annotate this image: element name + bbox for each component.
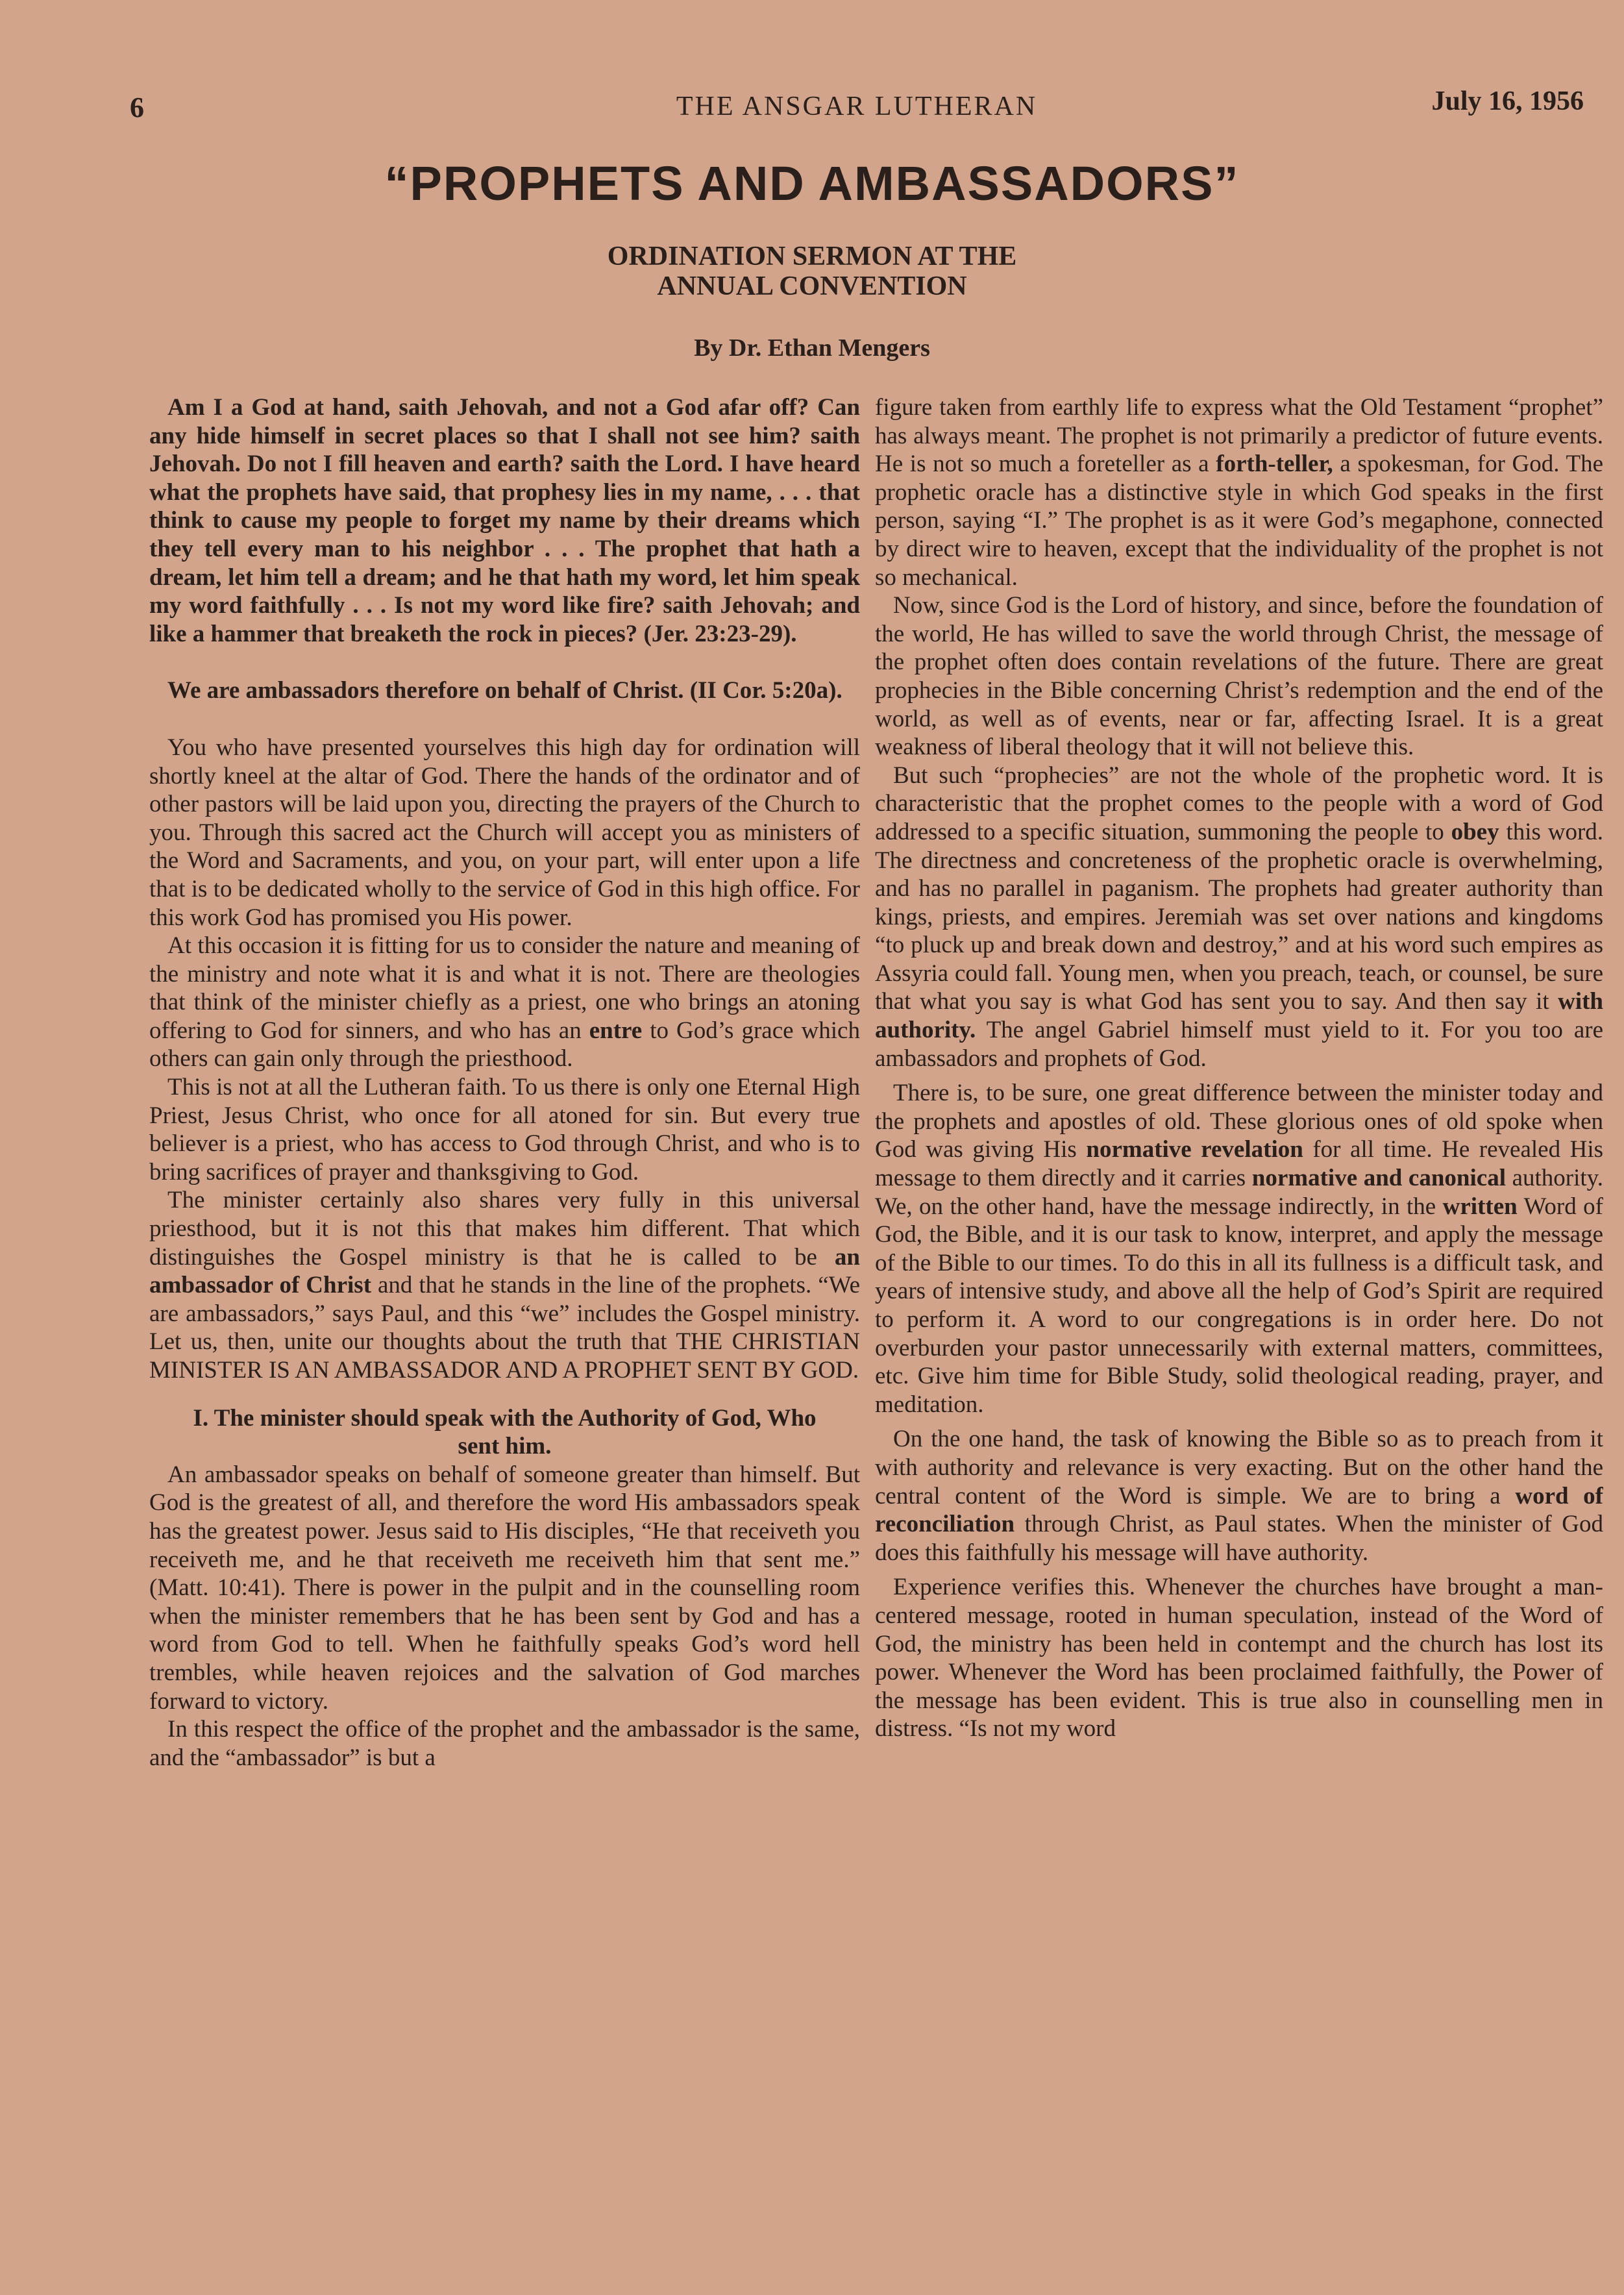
- bold-term: an ambassador of Christ: [149, 1243, 860, 1299]
- bold-term: word of reconciliation: [875, 1482, 1603, 1538]
- scripture-epigraph-corinthians: We are ambassadors therefore on behalf of Christ. (II Cor. 5:20a).: [167, 677, 843, 704]
- byline: By Dr. Ethan Mengers: [694, 334, 930, 362]
- page-number: 6: [130, 92, 144, 123]
- paragraph: figure taken from earthly life to express what the Old Testament “prophet” has always meant. The prophet is not primarily a predictor of future events. He is not so much a foreteller as a forth-teller, a spokesman, for God. The prophetic oracle has a distinctive style in which God speaks in the first person, saying “I.” The prophet is as it were God’s megaphone, connected by direct wire to heaven, except that the individuality of the prophet is not so mechanical.: [875, 394, 1603, 591]
- bold-term: written: [1442, 1193, 1518, 1220]
- section-heading: I. The minister should speak with the Authority of God, Who sent him.: [193, 1404, 817, 1460]
- left-column: [149, 393, 860, 2172]
- scripture-epigraph-jeremiah: Am I a God at hand, saith Jehovah, and not a God afar off? Can any hide himself in secret places so that I shall not see him? saith Jehovah. Do not I fill heaven and earth? saith the Lord. I have heard what the prophets have said, that prophesy lies in my name, . . . that think to cause my people to forget my name by their dreams which they tell every man to his neighbor . . . The prophet that hath a dream, let him tell a dream; and he that hath my word, let him speak my word faithfully . . . Is not my word like fire? saith Jehovah; and like a hammer that breaketh the rock in pieces? (Jer. 23:23-29).: [149, 394, 860, 647]
- journal-name: THE ANSGAR LUTHERAN: [676, 92, 1038, 121]
- bold-term: normative revelation: [1086, 1136, 1303, 1163]
- paragraph: But such “prophecies” are not the whole of the prophetic word. It is characteristic that the prophet comes to the people with a word of God addressed to a specific situation, summoning the people to obey this word. The directness and concreteness of the prophetic oracle is overwhelming, and has no parallel in paganism. The prophets had greater authority than kings, priests, and empires. Jeremiah was set over nations and kingdoms “to pluck up and break down and destroy,” and at his word such empires as Assyria could fall. Young men, when you preach, teach, or counsel, be sure that what you say is what God has sent you to say. And then say it with authority. The angel Gabriel himself must yield to it. For you too are ambassadors and prophets of God.: [875, 762, 1603, 1072]
- bold-term: forth-teller,: [1216, 451, 1333, 478]
- right-column: [875, 393, 1603, 2172]
- paragraph: There is, to be sure, one great difference between the minister today and the prophets and apostles of old. These glorious ones of old spoke when God was giving His normative revelation for all time. He revealed His message to them directly and it carries normative and canonical authority. We, on the other hand, have the message indirectly, in the written Word of God, the Bible, and it is our task to know, interpret, and apply the message of the Bible to our times. To do this in all its fullness is a difficult task, and years of intensive study, and above all the help of God’s Spirit are required to perform it. A word to our congregations is in order here. Do not overburden your pastor unnecessarily with external matters, committees, etc. Give him time for Bible Study, solid theological reading, prayer, and meditation.: [875, 1080, 1603, 1418]
- paragraph: In this respect the office of the prophet and the ambassador is the same, and the “ambassador” is but a: [149, 1716, 860, 1771]
- paragraph: On the one hand, the task of knowing the Bible so as to preach from it with authority and relevance is very exacting. But on the other hand the central content of the Word is simple. We are to bring a word of reconciliation through Christ, as Paul states. When the minister of God does this faithfully his message will have authority.: [875, 1426, 1603, 1566]
- paragraph: This is not at all the Lutheran faith. To us there is only one Eternal High Priest, Jesus Christ, who once for all atoned for sin. But every true believer is a priest, who has access to God through Christ, and who is to bring sacrifices of prayer and thanksgiving to God.: [149, 1074, 860, 1185]
- bold-term: normative and canonical: [1251, 1165, 1506, 1192]
- paragraph: At this occasion it is fitting for us to consider the nature and meaning of the ministry and note what it is and what it is not. There are theologies that think of the minister chiefly as a priest, one who brings an atoning offering to God for sinners, and who has an entre to God’s grace which others can gain only through the priesthood.: [149, 932, 860, 1073]
- article-title: “PROPHETS AND AMBASSADORS”: [384, 156, 1240, 210]
- paragraph: The minister certainly also shares very fully in this universal priesthood, but it is not this that makes him different. That which distinguishes the Gospel ministry is that he is called to be an ambassador of Christ and that he stands in the line of the prophets. “We are ambassadors,” says Paul, and this “we” includes the Gospel ministry. Let us, then, unite our thoughts about the truth that THE CHRISTIAN MINISTER IS AN AMBASSADOR AND A PROPHET SENT BY GOD.: [149, 1187, 860, 1383]
- bold-term: obey: [1451, 818, 1499, 845]
- issue-date: July 16, 1956: [1431, 86, 1584, 116]
- running-header: [130, 86, 1584, 130]
- paragraph: Now, since God is the Lord of history, and since, before the foundation of the world, He has willed to save the world through Christ, the message of the prophet often does contain revelations of the future. There are great prophecies in the Bible concerning Christ’s redemption and the end of the world, as well as of events, near or far, affecting Israel. It is a great weakness of liberal theology that it will not believe this.: [875, 592, 1603, 761]
- paragraph: An ambassador speaks on behalf of someone greater than himself. But God is the greatest of all, and therefore the word His ambassadors speak has the greatest power. Jesus said to His disciples, “He that receiveth you receiveth me, and he that receiveth me receiveth him that sent me.” (Matt. 10:41). There is power in the pulpit and in the counselling room when the minister remembers that he has been sent by God and has a word from God to tell. When he faithfully speaks God’s word hell trembles, while heaven rejoices and the salvation of God marches forward to victory.: [149, 1461, 860, 1715]
- paragraph: Experience verifies this. Whenever the churches have brought a man-centered message, rooted in human speculation, instead of the Word of God, the ministry has been held in contempt and the church has lost its power. Whenever the Word has been proclaimed faithfully, the Power of the message has been evident. This is true also in counselling men in distress. “Is not my word: [875, 1574, 1603, 1743]
- bold-term: with authority.: [875, 988, 1603, 1044]
- paragraph: You who have presented yourselves this high day for ordination will shortly kneel at the altar of God. There the hands of the ordinator and of other pastors will be laid upon you, directing the prayers of the Church to you. Through this sacred act the Church will accept you as ministers of the Word and Sacraments, and you, on your part, will enter upon a life that is to be dedicated wholly to the service of God in this high office. For this work God has promised you His power.: [149, 734, 860, 931]
- article-subtitle: ORDINATION SERMON AT THE ANNUAL CONVENTION: [607, 242, 1017, 301]
- bold-term: entre: [589, 1017, 643, 1044]
